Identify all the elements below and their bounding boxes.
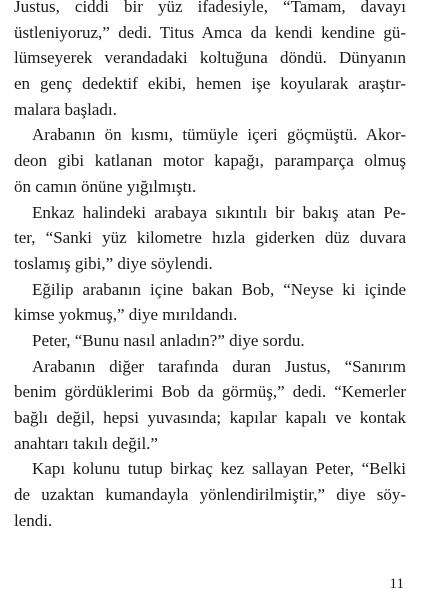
text-line: malara başladı. xyxy=(14,99,117,119)
book-page-text xyxy=(14,0,406,533)
text-line: Eğilip arabanın içine bakan Bob, “Neyse ki içinde xyxy=(32,279,406,299)
text-line: Enkaz halindeki arabaya sıkıntılı bir bakış atan Pe- xyxy=(32,202,406,222)
text-line: en genç dedektif ekibi, hemen işe koyularak araştır- xyxy=(14,74,406,94)
text-line: lendi. xyxy=(14,510,53,530)
page-number: 11 xyxy=(389,576,404,592)
text-line: Arabanın diğer tarafında duran Justus, “Sanırım xyxy=(32,356,406,376)
text-line: benim gördüklerimi Bob da görmüş,” dedi. “Kemerler xyxy=(14,382,406,402)
text-line: lümseyerek verandadaki koltuğuna döndü. Dünyanın xyxy=(14,48,406,68)
text-line: Peter, “Bunu nasıl anladın?” diye sordu. xyxy=(32,330,305,350)
text-line: Kapı kolunu tutup birkaç kez sallayan Peter, “Belki xyxy=(32,459,406,479)
text-line: bağlı değil, hepsi yuvasında; kapılar kapalı ve kontak xyxy=(14,408,406,427)
paragraph xyxy=(14,354,406,457)
paragraph xyxy=(14,277,406,328)
text-line: üstleniyoruz,” dedi. Titus Amca da kendi kendine gü- xyxy=(14,22,406,42)
text-line: Arabanın ön kısmı, tümüyle içeri göçmüştü. Akor- xyxy=(32,125,406,145)
paragraph xyxy=(14,328,406,354)
text-line: ter, “Sanki yüz kilometre hızla giderken düz duvara xyxy=(14,228,406,248)
text-line: kimse yokmuş,” diye mırıldandı. xyxy=(14,305,238,325)
text-line: toslamış gibi,” diye söylendi. xyxy=(14,253,213,273)
paragraph xyxy=(14,456,406,533)
text-line: de uzaktan kumandayla yönlendirilmiştir,” diye söy- xyxy=(14,485,406,505)
paragraph xyxy=(14,0,406,122)
text-line: ön camın önüne yığılmıştı. xyxy=(14,176,197,196)
text-line: deon gibi katlanan motor kapağı, paramparça olmuş xyxy=(14,151,406,171)
paragraph xyxy=(14,122,406,199)
text-line: anahtarı takılı değil.” xyxy=(14,433,158,453)
text-line: Justus, ciddi bir yüz ifadesiyle, “Tamam, davayı xyxy=(14,0,406,16)
paragraph xyxy=(14,200,406,277)
